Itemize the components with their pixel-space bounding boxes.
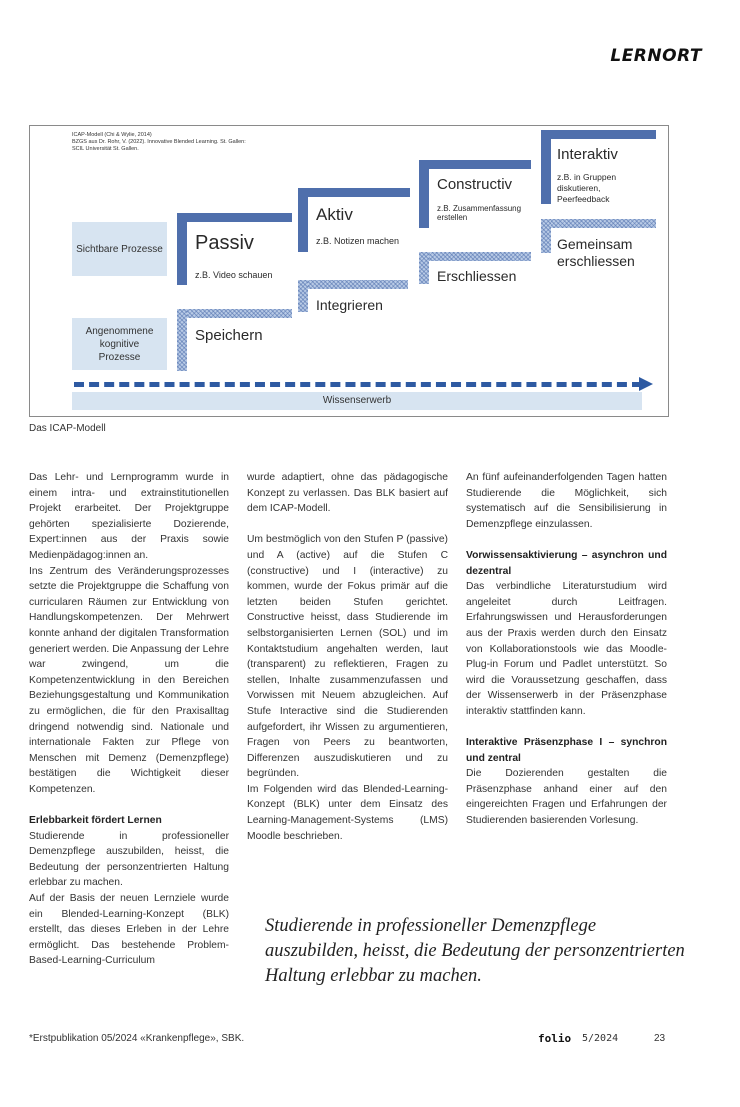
knowledge-arrowhead <box>639 377 653 391</box>
icap-figure <box>29 125 669 417</box>
paragraph: Das verbindliche Literaturstudium wird angeleitet durch Leitfragen. Erfahrungswissen und Herausforderungen aus der Praxis werden durch den Einsatz von Kollaborationstools wie das Moodle-Plug-in Forum und Padlet unterstützt. So wird die Voraussetzung geschaffen, dass der Wissenserwerb in der Präsenzphase interaktiv stattfinden kann. <box>466 581 667 717</box>
paragraph: Das Lehr- und Lernprogramm wurde in einem intra- und extrainstitutionellen Projekt erarbeitet. Der Projektgruppe gehörten spezialisierte Dozierende, Expert:innen aus der Praxis sowie Medienpädagog:innen an. <box>29 472 229 561</box>
cognitive-processes-label: Angenommene kognitive Prozesse <box>72 318 167 370</box>
process-erschliessen: Erschliessen <box>437 268 517 284</box>
paragraph: Auf der Basis der neuen Lernziele wurde ein Blended-Learning-Konzept (BLK) erstellt, das dieses Erleben in der Lehre ermöglicht. Das bestehende Problem-Based-Learning-Curriculum <box>29 893 229 967</box>
erschliessen-hatch-bar <box>419 252 531 261</box>
step-passiv-example: z.B. Video schauen <box>195 270 273 280</box>
integrieren-hatch-bar <box>298 280 408 289</box>
visible-processes-label: Sichtbare Prozesse <box>72 222 167 276</box>
step-aktiv-title: Aktiv <box>316 205 353 224</box>
constructiv-step-riser <box>419 160 429 228</box>
paragraph: Ins Zentrum des Veränderungsprozesses setzte die Projektgruppe die Schaffung von curricularen Räumen zur Entwicklung von Handlungskompetenzen. Der Mehrwert konnte anhand der digitalen Transformation generiert werden. Die Anpassung der Lehre war zwingend, um die Kompetenzentwicklung in den Bereichen Beziehungsgestaltung und Kommunikation zu ermöglichen, die für den Praxisalltag dringend notwendig sind. Nationale und internationale Fakten zur Pflege von Menschen mit Demenz (Demenzpflege) bestätigen die Wichtigkeit dieser Kompetenzen. <box>29 565 229 795</box>
passiv-step-riser <box>177 213 187 285</box>
step-constructiv-title: Constructiv <box>437 176 513 193</box>
constructiv-step-bar <box>419 160 531 169</box>
step-interaktiv-title: Interaktiv <box>557 146 618 163</box>
credit-line: BZGS aus Dr. Rohr, V. (2022). Innovative Blended Learning. St. Gallen: <box>72 139 246 145</box>
publication-note: *Erstpublikation 05/2024 «Krankenpflege», SBK. <box>29 1033 245 1044</box>
page-number: 23 <box>654 1033 666 1044</box>
gemeinsam-hatch-bar <box>541 219 656 228</box>
paragraph: wurde adaptiert, ohne das pädagogische Konzept zu verlassen. Das BLK basiert auf dem ICAP-Modell. <box>247 472 448 515</box>
figure-credit <box>72 132 246 153</box>
step-aktiv-example: z.B. Notizen machen <box>316 236 400 246</box>
gemeinsam-hatch-riser <box>541 219 551 253</box>
step-constructiv-example: z.B. Zusammenfassung erstellen <box>437 204 522 222</box>
credit-line: ICAP-Modell (Chi & Wylie, 2014) <box>72 132 152 138</box>
article-column-2 <box>247 470 448 844</box>
integrieren-hatch-riser <box>298 280 308 312</box>
wissenserwerb-label: Wissenserwerb <box>72 392 642 410</box>
section-heading: Erlebbarkeit fördert Lernen <box>29 815 162 827</box>
process-speichern: Speichern <box>195 327 263 344</box>
article-column-3 <box>466 470 667 829</box>
article-column-1 <box>29 470 229 969</box>
section-heading: Vorwissensaktivierung – asynchron und dezentral <box>466 549 667 577</box>
paragraph: Studierende in professioneller Demenzpflege auszubilden, heisst, die Bedeutung der personzentrierten Haltung erlebbar zu machen. <box>29 830 229 889</box>
magazine-name: folio <box>538 1032 572 1045</box>
speichern-hatch-bar <box>177 309 292 318</box>
aktiv-step-bar <box>298 188 410 197</box>
process-integrieren: Integrieren <box>316 297 383 313</box>
passiv-step-bar <box>177 213 292 222</box>
erschliessen-hatch-riser <box>419 252 429 284</box>
section-header: LERNORT <box>610 46 702 66</box>
aktiv-step-riser <box>298 188 308 252</box>
speichern-hatch-riser <box>177 309 187 371</box>
interaktiv-step-riser <box>541 130 551 204</box>
paragraph: An fünf aufeinanderfolgenden Tagen hatten Studierende die Möglichkeit, sich systematisch auf die Sensibilisierung in Demenzpflege einzulassen. <box>466 472 667 530</box>
paragraph: Im Folgenden wird das Blended-Learning-Konzept (BLK) unter dem Einsatz des Learning-Management-Systems (LMS) Moodle beschrieben. <box>247 783 448 842</box>
step-interaktiv-example: z.B. in Gruppen diskutieren, Peerfeedback <box>557 172 617 204</box>
pull-quote: Studierende in professioneller Demenzpflege auszubilden, heisst, die Bedeutung der personzentrierten Haltung erlebbar zu machen. <box>265 916 685 986</box>
issue-number: 5/2024 <box>582 1033 619 1044</box>
knowledge-arrow-line <box>74 382 642 387</box>
credit-line: SCIL Universität St. Gallen. <box>72 146 139 152</box>
process-gemeinsam-erschliessen: Gemeinsam erschliessen <box>557 236 635 269</box>
interaktiv-step-bar <box>541 130 656 139</box>
paragraph: Die Dozierenden gestalten die Präsenzphase anhand einer auf den eingereichten Fragen und Erfahrungen der Studierenden basierenden Vorlesung. <box>466 768 667 827</box>
step-passiv-title: Passiv <box>195 232 254 254</box>
paragraph: Um bestmöglich von den Stufen P (passive) und A (active) auf die Stufen C (constructive) und I (interactive) zu kommen, wurde der Fokus primär auf die letzten beiden Stufen gerichtet. Constructive heisst, dass Studierende im selbstorganisierten Lernen (SOL) und im Kontaktstudium angehalten werden, laut (transparent) zu reflektieren, Fragen zu stellen, Inhalte zusammenzufassen und Vorwissen mit Neuem abzugleichen. Auf Stufe Interactive sind die Studierenden aufgefordert, ihr Wissen zu argumentieren, Fragen von Peers zu beantworten, Differenzen auszudiskutieren und zu begründen. <box>247 534 448 780</box>
section-heading: Interaktive Präsenzphase I – synchron und zentral <box>466 737 667 764</box>
figure-caption: Das ICAP-Modell <box>29 423 106 434</box>
